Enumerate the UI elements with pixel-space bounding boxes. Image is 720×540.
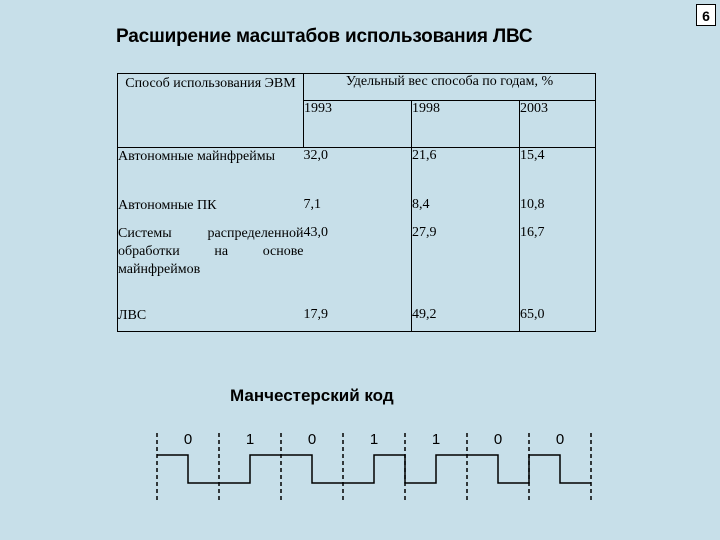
row-label: Системы распределенной обработки на основе майнфреймов [118,226,304,277]
table-row [118,148,596,198]
code-title: Манчестерский код [230,386,394,405]
row-label: Автономные майнфреймы [118,149,276,164]
cell-value: 15,4 [520,148,545,163]
table-row [118,307,596,332]
cell-value: 65,0 [520,307,545,322]
cell-value: 49,2 [412,307,520,332]
cell-value: 32,0 [303,148,328,163]
row-label: ЛВС [118,308,147,323]
slide-title: Расширение масштабов использования ЛВС [116,26,533,47]
usage-table [117,73,596,332]
header-method: Способ использования ЭВМ [118,74,304,148]
cell-value: 10,8 [520,197,545,212]
manchester-diagram [0,425,720,535]
row-label: Автономные ПК [118,198,217,213]
cell-value: 16,7 [520,225,545,240]
bit-label: 0 [183,431,193,448]
year-header: 1998 [412,101,520,148]
cell-value: 8,4 [412,197,520,225]
year-header: 1993 [304,101,412,148]
cell-value: 21,6 [412,148,520,198]
cell-value: 7,1 [303,197,321,212]
bit-label: 1 [369,431,379,448]
cell-value: 17,9 [303,307,328,322]
cell-value: 43,0 [303,225,328,240]
manchester-waveform [157,455,591,483]
bit-label: 1 [431,431,441,448]
bit-label: 0 [307,431,317,448]
table-row [118,225,596,307]
year-header: 2003 [520,101,596,148]
bit-label: 0 [493,431,503,448]
header-share: Удельный вес способа по годам, % [304,74,596,101]
slide-number: 6 [696,4,716,26]
cell-value: 27,9 [412,225,520,307]
bit-label: 1 [245,431,255,448]
bit-label: 0 [555,431,565,448]
table-row [118,197,596,225]
